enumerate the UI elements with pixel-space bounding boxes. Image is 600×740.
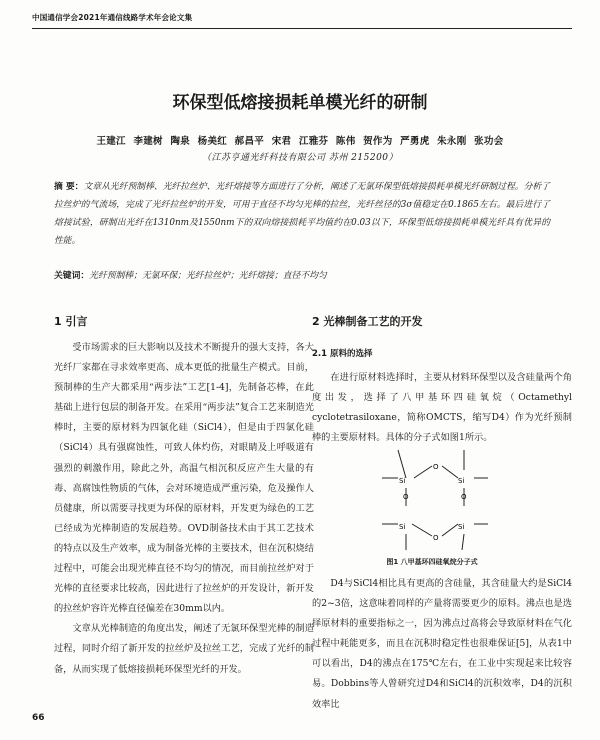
author-list: 王建江 李建树 陶泉 杨美红 郝昌平 宋君 江雅芬 陈伟 贺作为 严勇虎 朱永刚 张功会	[96, 136, 504, 147]
abstract	[54, 178, 550, 250]
atom-o: O	[433, 463, 439, 471]
paragraph: 在进行原材料选择时，主要从材料环保型以及含硅量两个角度出发，选择了八甲基环四硅氧烷（Octamethyl cyclotetrasiloxane，简称OMCTS，缩写D4）作为光纤预制棒的主要原材料。具体的分子式如图1所示。	[312, 372, 572, 444]
section-1-body	[54, 338, 314, 680]
page-number: 66	[32, 713, 45, 723]
atom-si: Si	[399, 523, 406, 531]
keywords-label: 关键词：	[54, 271, 90, 281]
affiliation: （江苏亨通光纤科技有限公司 苏州 215200）	[201, 153, 399, 163]
figure-1-caption: 图1 八甲基环四硅氧烷分子式	[386, 558, 478, 566]
paragraph: D4与SiCl4相比具有更高的含硅量，其含硅量大约是SiCl4的2~3倍，这意味着同样的产量将需要更少的原料。沸点也是选择原材料的重要指标之一，因为沸点过高将会导致原材料在气化过程中耗能更多，而且在沉积时稳定性也很难保证[5]，从表1中可以看出，D4的沸点在175℃左右，在工业中实现起来比较容易。Dobbins等人曾研究过D4和SiCl4的沉积效率，D4的沉积效率比	[312, 578, 572, 710]
keywords-text: 光纤预制棒；无氯环保；光纤拉丝炉；光纤熔接；直径不均匀	[89, 271, 327, 281]
keywords	[54, 268, 550, 281]
atom-o: O	[403, 493, 409, 501]
section-2-heading: 2 光棒制备工艺的开发	[312, 315, 423, 328]
paragraph: 受市场需求的巨大影响以及技术不断提升的强大支持，各大光纤厂家都在寻求效率更高、成本更低的批量生产模式。目前，预制棒的生产大都采用“两步法”工艺[1-4]，先制备芯棒，在此基础上进行包层的制备开发。在采用“两步法”复合工艺来制造光棒时，主要的原材料为四氯化硅（SiCl4），但是由于四氯化硅（SiCl4）具有强腐蚀性，可致人体灼伤，对眼睛及上呼吸道有强烈的刺激作用，除此之外，高温气相沉积反应产生大量的有毒、高腐蚀性物质的气体，会对环境造成严重污染，危及操作人员健康，所以需要寻找更为环保的原材料，开发更为绿色的工艺已经成为光棒制造的发展趋势。OVD制备技术由于其工艺技术的特点以及生产效率，成为制备光棒的主要技术，但在沉积烧结过程中，可能会出现光棒直径不均匀的情况，而目前拉丝炉对于光棒的直径要求比较高，因此进行了拉丝炉的开发设计，新开发的拉丝炉容许光棒直径偏差在30mm以内。	[54, 342, 314, 615]
section-2-body-top	[312, 368, 572, 448]
running-header: 中国通信学会2021年通信线路学术年会论文集	[32, 13, 193, 22]
paragraph: 文章从光棒制造的角度出发，阐述了无氯环保型光棒的制造过程，同时介绍了新开发的拉丝炉及拉丝工艺，完成了光纤的制备，从而实现了低熔接损耗环保型光纤的开发。	[54, 623, 314, 675]
atom-si: Si	[458, 523, 465, 531]
section-1-heading: 1 引言	[54, 315, 88, 328]
atom-si: Si	[458, 477, 465, 485]
paper-title: 环保型低熔接损耗单模光纤的研制	[172, 93, 428, 113]
subsection-2-1-heading: 2.1 原料的选择	[312, 349, 373, 359]
atom-o: O	[461, 493, 467, 501]
section-2-body-bottom	[312, 574, 572, 715]
d4-molecule-figure	[362, 448, 502, 553]
header-rule	[32, 28, 572, 29]
abstract-label: 摘 要：	[54, 182, 84, 192]
abstract-text: 文章从光纤预制棒、光纤拉丝炉、光纤熔接等方面进行了分析，阐述了无氯环保型低熔接损耗单模光纤研制过程。分析了拉丝炉的气流场，完成了光纤拉丝炉的开发，可用于直径不均匀光棒的拉丝，光纤丝径的3σ值稳定在0.1865左右。最后进行了熔接试验，研制出光纤在1310nm及1550nm下的双向熔接损耗平均值约在0.03以下，环保型低熔接损耗单模光纤具有优异的性能。	[54, 182, 550, 246]
atom-o: O	[433, 534, 439, 542]
atom-si: Si	[399, 477, 406, 485]
